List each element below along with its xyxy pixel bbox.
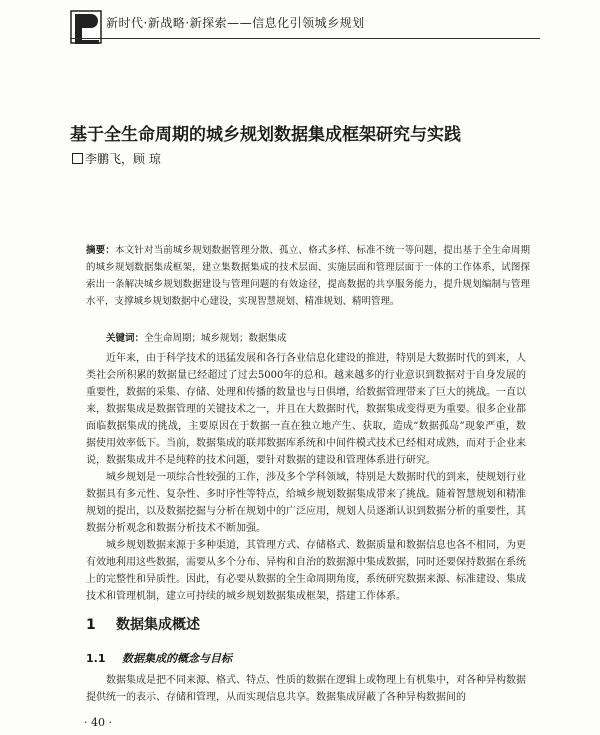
section-title: 数据集成概述: [116, 617, 200, 633]
section-heading-1-1: [86, 650, 232, 666]
keywords-label: 关键词：: [106, 333, 145, 344]
body-paragraph: 城乡规划数据来源于多种渠道，其管理方式、存储格式、数据质量和数据信息也各不相同，为更有效地利用这些数据，需要从多个分布、异构和自治的数据源中集成数据，同时还要保持数据在系统上的完整性和异质性。因此，有必要从数据的全生命周期角度，系统研究数据来源、标准建设、集成技术和管理机制，建立可持续的城乡规划数据集成框架，搭建工作体系。: [86, 540, 526, 602]
running-title: 新时代·新战略·新探索——信息化引领城乡规划: [106, 16, 365, 30]
authors-line: [72, 150, 161, 167]
body-paragraph: 近年来，由于科学技术的迅猛发展和各行各业信息化建设的推进，特别是大数据时代的到来，人类社会所积累的数据量已经超过了过去5000年的总和。越来越多的行业意识到数据对于自身发展的重要性，数据的采集、存储、处理和传播的数量也与日俱增，给数据管理带来了巨大的挑战。一直以来，数据集成是数据管理的关键技术之一，并且在大数据时代，数据集成变得更为重要。很多企业都面临数据集成的挑战，主要原因在于数据一直在独立地产生、获取，造成“数据孤岛”现象严重，数据使用效率低下。当前，数据集成的联邦数据库系统和中间件模式技术已经相对成熟，而对于企业来说，数据集成并不是纯粹的技术问题，要针对数据的建设和管理体系进行研究。: [86, 353, 526, 466]
keywords: [106, 330, 526, 344]
section-heading-1: [86, 614, 200, 634]
section-number: 1: [86, 617, 96, 633]
abstract: [86, 242, 530, 310]
journal-logo-icon: [70, 10, 104, 46]
subsection-title: 数据集成的概念与目标: [122, 652, 232, 665]
body-paragraph: 数据集成是把不同来源、格式、特点、性质的数据在逻辑上或物理上有机集中，对各种异构数据提供统一的表示、存储和管理，从而实现信息共享。数据集成屏蔽了各种异构数据间的: [86, 675, 526, 703]
page-number: · 40 ·: [84, 716, 112, 729]
keywords-text: 全生命周期；城乡规划；数据集成: [144, 333, 287, 344]
abstract-label: 摘要：: [86, 245, 115, 256]
checkbox-mark-icon: [72, 153, 83, 164]
section-1-1-text: [86, 672, 526, 706]
subsection-number: 1.1: [86, 652, 106, 665]
authors: 李鹏飞，顾 琼: [85, 152, 161, 166]
running-header: [70, 10, 540, 46]
abstract-text: 本文针对当前城乡规划数据管理分散、孤立、格式多样、标准不统一等问题，提出基于全生命周期的城乡规划数据集成框架，建立集数据集成的技术层面、实施层面和管理层面于一体的工作体系，试图探索出一条解决城乡规划数据建设与管理问题的有效途径，提高数据的共享服务能力，提升规划编制与管理水平，支撑城乡规划数据中心建设，实现智慧规划、精准规划、精明管理。: [86, 245, 530, 307]
body-text: [86, 350, 526, 605]
body-paragraph: 城乡规划是一项综合性较强的工作，涉及多个学科领域，特别是大数据时代的到来，使规划行业数据具有多元性、复杂性、多时序性等特点，给城乡规划数据集成带来了挑战。随着智慧规划和精准规划的提出，以及数据挖掘与分析在规划中的广泛应用，规划人员逐渐认识到数据分析的重要性，其数据分析观念和数据分析技术不断加强。: [86, 472, 526, 534]
article-title: 基于全生命周期的城乡规划数据集成框架研究与实践: [70, 125, 461, 145]
header-rule: [70, 38, 540, 39]
